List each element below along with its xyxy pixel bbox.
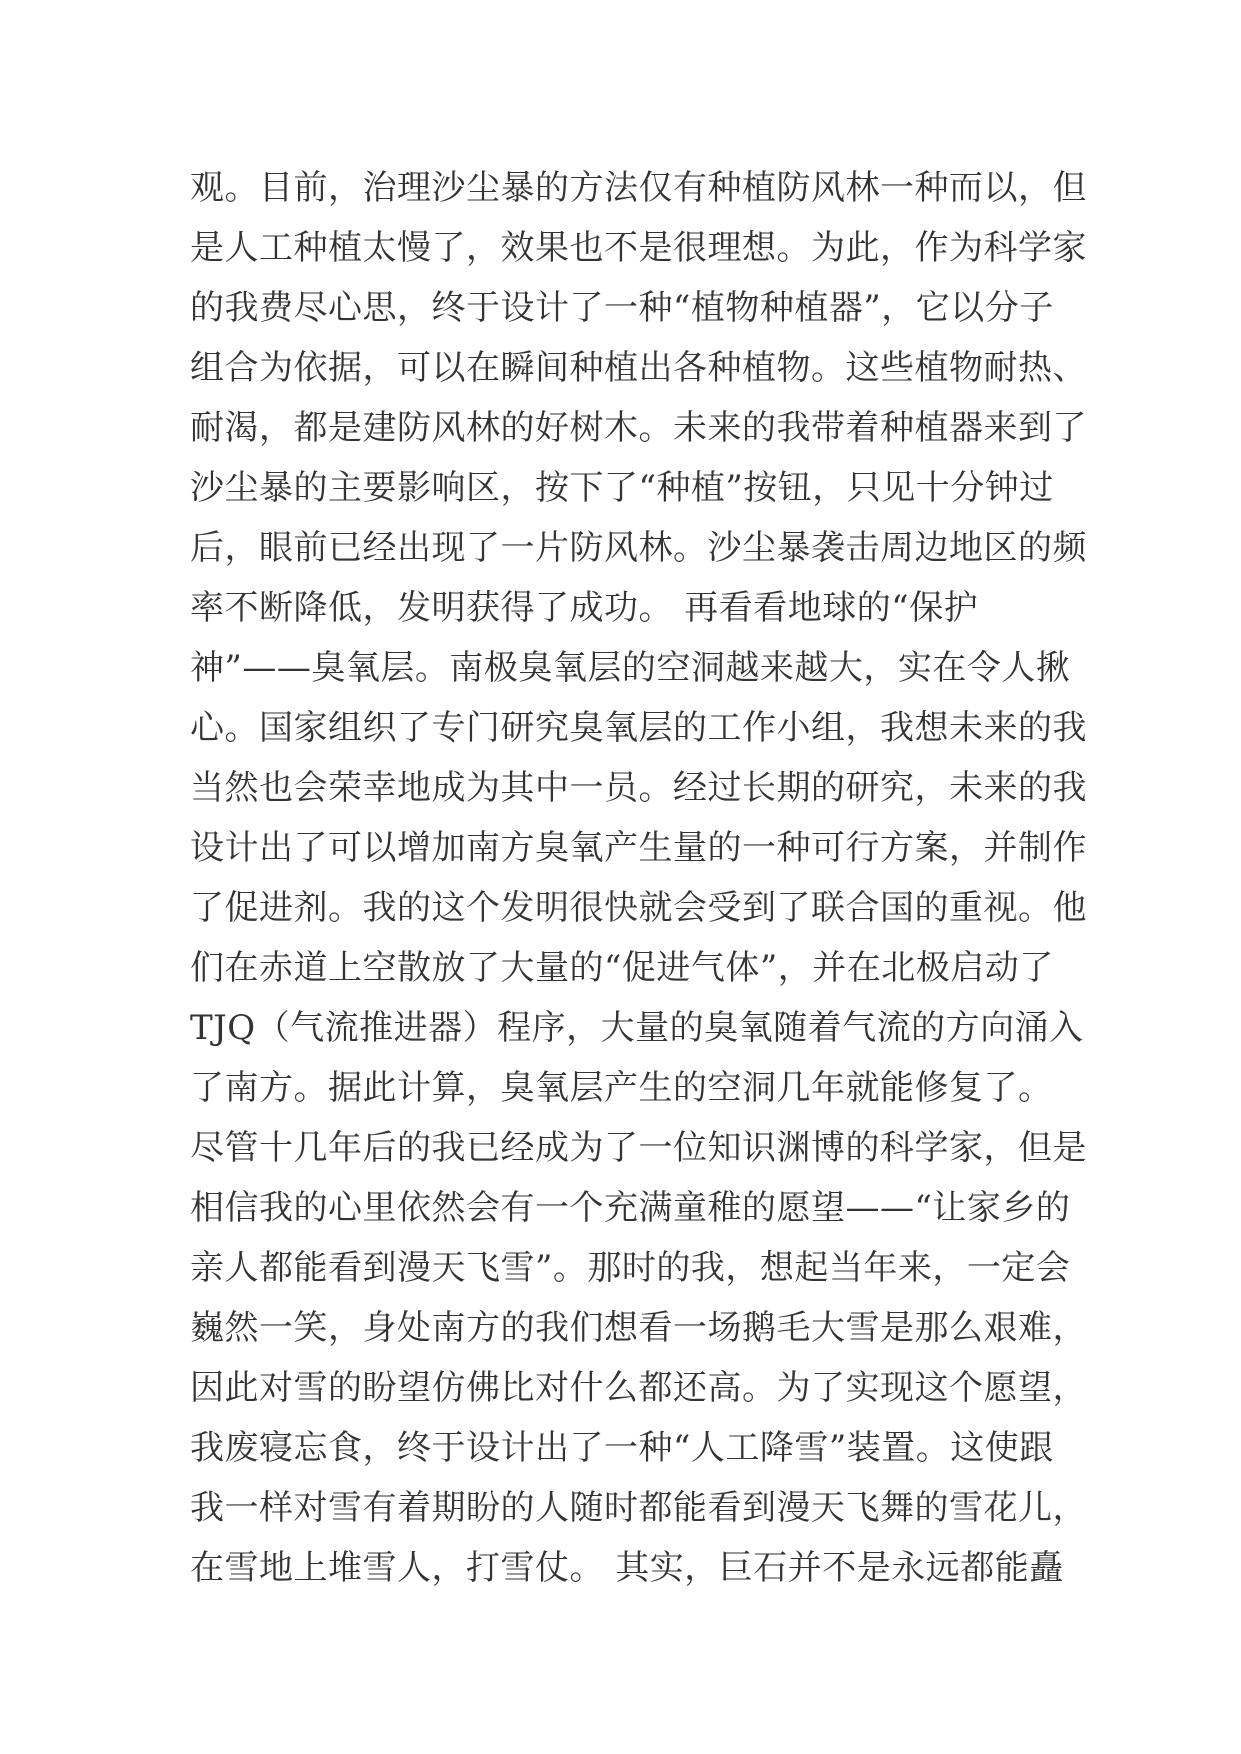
text-line: TJQ（气流推进器）程序，大量的臭氧随着气流的方向涌入 bbox=[190, 1008, 1084, 1048]
body-text bbox=[190, 158, 1087, 1598]
text-line: 我废寝忘食，终于设计出了一种“人工降雪”装置。这使跟 bbox=[190, 1428, 1054, 1468]
text-line: 尽管十几年后的我已经成为了一位知识渊博的科学家，但是 bbox=[190, 1128, 1087, 1168]
text-line: 神”——臭氧层。南极臭氧层的空洞越来越大，实在令人揪 bbox=[190, 648, 1071, 688]
text-line: 了南方。据此计算，臭氧层产生的空洞几年就能修复了。 bbox=[190, 1068, 1053, 1108]
text-line: 设计出了可以增加南方臭氧产生量的一种可行方案，并制作 bbox=[190, 828, 1087, 868]
text-line: 相信我的心里依然会有一个充满童稚的愿望——“让家乡的 bbox=[190, 1188, 1071, 1228]
text-line: 是人工种植太慢了，效果也不是很理想。为此，作为科学家 bbox=[190, 228, 1087, 268]
text-line: 我一样对雪有着期盼的人随时都能看到漫天飞舞的雪花儿， bbox=[190, 1488, 1087, 1528]
text-line: 组合为依据，可以在瞬间种植出各种植物。这些植物耐热、 bbox=[190, 348, 1087, 388]
text-line: 们在赤道上空散放了大量的“促进气体”，并在北极启动了 bbox=[190, 948, 1054, 988]
text-line: 在雪地上堆雪人，打雪仗。 其实，巨石并不是永远都能矗 bbox=[190, 1548, 1064, 1588]
text-line: 心。国家组织了专门研究臭氧层的工作小组，我想未来的我 bbox=[190, 708, 1087, 748]
text-line: 因此对雪的盼望仿佛比对什么都还高。为了实现这个愿望， bbox=[190, 1368, 1087, 1408]
text-line: 率不断降低，发明获得了成功。 再看看地球的“保护 bbox=[190, 588, 979, 628]
text-line: 当然也会荣幸地成为其中一员。经过长期的研究，未来的我 bbox=[190, 768, 1087, 808]
text-line: 巍然一笑，身处南方的我们想看一场鹅毛大雪是那么艰难， bbox=[190, 1308, 1087, 1348]
text-line: 了促进剂。我的这个发明很快就会受到了联合国的重视。他 bbox=[190, 888, 1087, 928]
text-line: 的我费尽心思，终于设计了一种“植物种植器”，它以分子 bbox=[190, 288, 1054, 328]
text-line: 耐渴，都是建防风林的好树木。未来的我带着种植器来到了 bbox=[190, 408, 1087, 448]
text-line: 沙尘暴的主要影响区，按下了“种植”按钮，只见十分钟过 bbox=[190, 468, 1054, 508]
text-line: 观。目前，治理沙尘暴的方法仅有种植防风林一种而以，但 bbox=[190, 168, 1087, 208]
text-line: 亲人都能看到漫天飞雪”。那时的我，想起当年来，一定会 bbox=[190, 1248, 1071, 1288]
text-line: 后，眼前已经出现了一片防风林。沙尘暴袭击周边地区的频 bbox=[190, 528, 1087, 568]
